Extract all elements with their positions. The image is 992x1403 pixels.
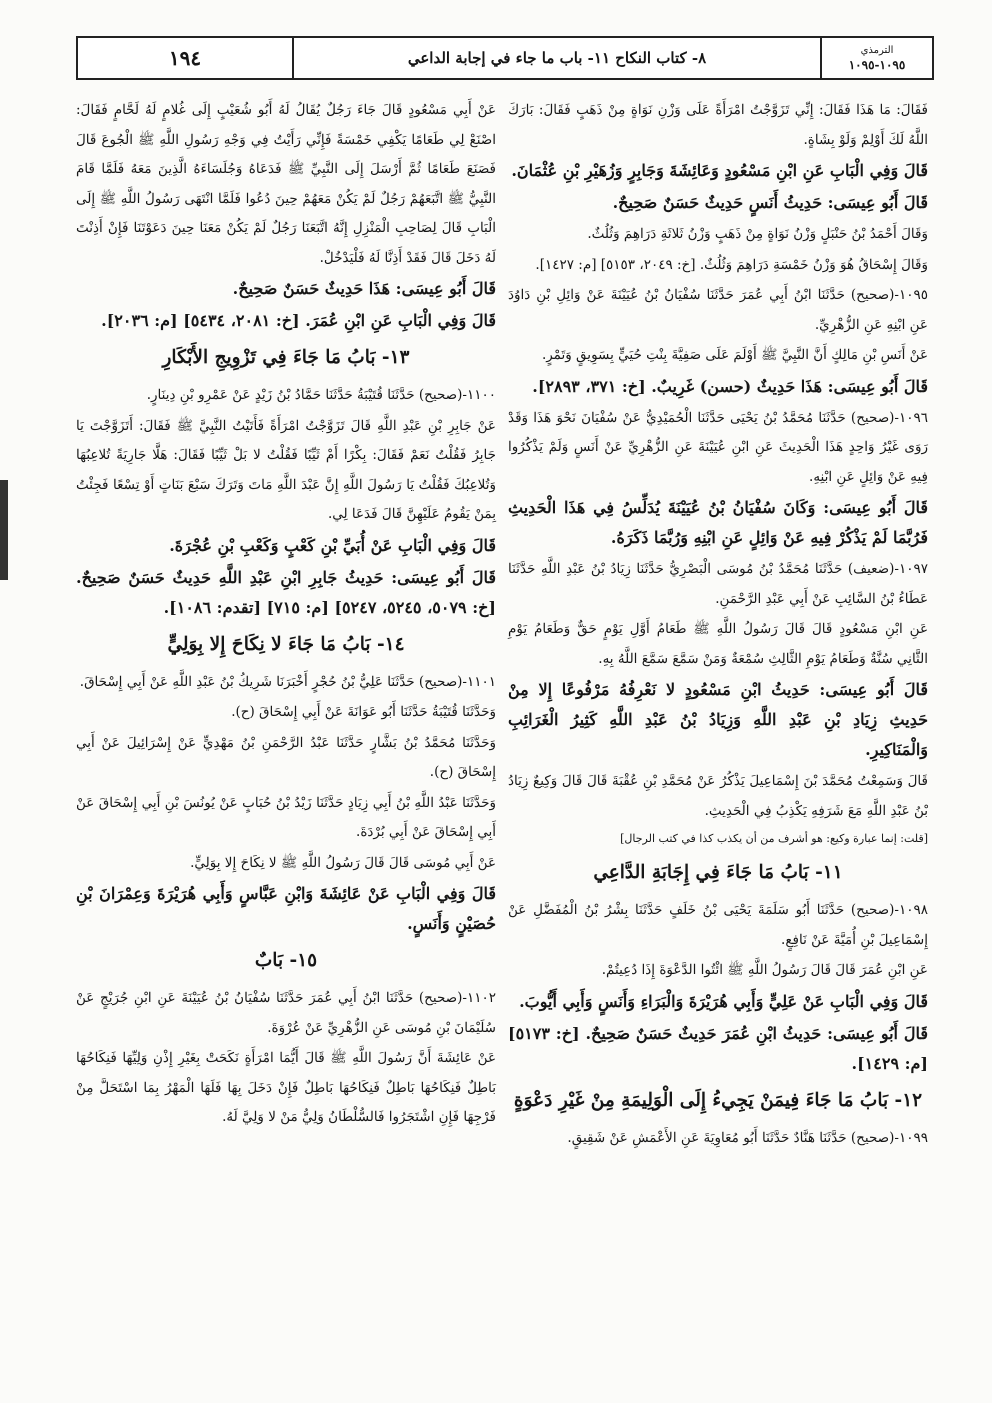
editor-note: [قلت: إنما عبارة وكيع: هو أشرف من أن يكذب كذا في كتب الرجال] [620, 832, 928, 845]
commentary-line: قَالَ أَبُو عِيسَى: حَدِيثُ ابْنِ مَسْعُودٍ لا نَعْرِفُهُ مَرْفُوعًا إِلا مِنْ حَدِيثِ زِيَادِ بْنِ عَبْدِ اللَّهِ وَزِيَادُ بْنُ عَبْدِ اللَّهِ كَثِيرُ الْغَرَائِبِ وَالْمَنَاكِيرِ. [508, 680, 928, 759]
commentary-line: قَالَ وَفِي الْبَابِ عَنْ عَائِشَةَ وَابْنِ عَبَّاسٍ وَأَبِي هُرَيْرَةَ وَعِمْرَانَ بْنِ حُصَيْنٍ وَأَنَسٍ. [76, 884, 496, 933]
page-edge-mark [0, 480, 8, 580]
commentary-line: قَالَ أَبُو عِيسَى: هَذَا حَدِيثٌ (حسن) غَرِيبٌ. [خ: ٣٧١، ٢٨٩٣]. [532, 376, 928, 396]
hadith-paragraph: وَقَالَ إِسْحَاقُ هُوَ وَزْنُ خَمْسَةِ دَرَاهِمَ وَثُلُثٌ. [خ: ٢٠٤٩، ٥١٥٣] [م: ١٤٢٧]. [535, 256, 928, 273]
commentary-line: قَالَ وَفِي الْبَابِ عَنْ أُبَيِّ بْنِ كَعْبٍ وَكَعْبِ بْنِ عُجْرَةَ. [169, 535, 496, 555]
left-column [76, 96, 496, 1134]
right-column [508, 96, 928, 1154]
commentary-line: قَالَ وَفِي الْبَابِ عَنِ ابْنِ عُمَرَ. [خ: ٢٠٨١، ٥٤٣٤] [م: ٢٠٣٦]. [101, 311, 496, 330]
hadith-paragraph: ١٠٩٩-(صحيح) حَدَّثَنَا هَنَّادٌ حَدَّثَنَا أَبُو مُعَاوِيَةَ عَنِ الأَعْمَشِ عَنْ شَقِيقٍ. [567, 1129, 928, 1146]
commentary-line: قَالَ وَفِي الْبَابِ عَنِ ابْنِ مَسْعُودٍ وَعَائِشَةَ وَجَابِرٍ وَزُهَيْرِ بْنِ عُثْمَانَ. [511, 161, 928, 180]
chapter-heading: ١١- بَابُ مَا جَاءَ فِي إِجَابَةِ الدَّاعِي [593, 862, 843, 883]
hadith-paragraph: وَحَدَّثَنَا مُحَمَّدُ بْنُ بَشَّارٍ حَدَّثَنَا عَبْدُ الرَّحْمَنِ بْنُ مَهْدِيٍّ عَنْ إِسْرَائِيلَ عَنْ أَبِي إِسْحَاقَ (ح). [76, 734, 496, 780]
hadith-paragraph: عَنِ ابْنِ مَسْعُودٍ قَالَ قَالَ رَسُولُ اللَّهِ ﷺ طَعَامُ أَوَّلِ يَوْمٍ حَقٌّ وَطَعَامُ يَوْمِ الثَّانِي سُنَّةٌ وَطَعَامُ يَوْمِ الثَّالِثِ سُمْعَةٌ وَمَنْ سَمَّعَ سَمَّعَ اللَّهُ بِهِ. [508, 621, 928, 667]
chapter-heading: ١٥- بَابٌ [254, 950, 318, 971]
chapter-heading: ١٤- بَابُ مَا جَاءَ لا نِكَاحَ إِلا بِوَلِيٍّ [167, 633, 405, 655]
hadith-paragraph: وَحَدَّثَنَا عَبْدُ اللَّهِ بْنُ أَبِي زِيَادٍ حَدَّثَنَا زَيْدُ بْنُ حُبَابٍ عَنْ يُونُسَ بْنِ أَبِي إِسْحَاقَ عَنْ أَبِي إِسْحَاقَ عَنْ أَبِي بُرْدَةَ. [76, 794, 496, 840]
chapter-heading: ١٣- بَابُ مَا جَاءَ فِي تَزْوِيجِ الأَبْكَارِ [162, 347, 410, 368]
hadith-paragraph: ١٠٩٨-(صحيح) حَدَّثَنَا أَبُو سَلَمَةَ يَحْيَى بْنُ خَلَفٍ حَدَّثَنَا بِشْرُ بْنُ الْمُفَضَّلِ عَنْ إِسْمَاعِيلَ بْنِ أُمَيَّةَ عَنْ نَافِعٍ. [508, 902, 928, 948]
hadith-paragraph: عَنْ أَبِي مَسْعُودٍ قَالَ جَاءَ رَجُلٌ يُقَالُ لَهُ أَبُو شُعَيْبٍ إِلَى غُلامٍ لَهُ لَحَّامٍ فَقَالَ: اصْنَعْ لِي طَعَامًا يَكْفِي خَمْسَةً فَإِنِّي رَأَيْتُ فِي وَجْهِ رَسُولِ اللَّهِ ﷺ الْجُوعَ قَالَ فَصَنَعَ طَعَامًا ثُمَّ أَرْسَلَ إِلَى النَّبِيِّ ﷺ فَدَعَاهُ وَجُلَسَاءَهُ الَّذِينَ مَعَهُ فَلَمَّا قَامَ النَّبِيُّ ﷺ اتَّبَعَهُمْ رَجُلٌ لَمْ يَكُنْ مَعَهُمْ حِينَ دُعُوا فَلَمَّا انْتَهَى رَسُولُ اللَّهِ ﷺ إِلَى الْبَابِ قَالَ لِصَاحِبِ الْمَنْزِلِ إِنَّهُ اتَّبَعَنَا رَجُلٌ لَمْ يَكُنْ مَعَنَا حِينَ دَعَوْتَنَا فَإِنْ أَذِنْتَ لَهُ دَخَلَ قَالَ فَقَدْ أَذِنَّا لَهُ فَلْيَدْخُلْ. [76, 102, 496, 266]
hadith-range: ١٠٩٥-١٠٩٥ [848, 58, 906, 72]
commentary-line: قَالَ أَبُو عِيسَى: هَذَا حَدِيثٌ حَسَنٌ صَحِيحٌ. [232, 279, 496, 298]
hadith-paragraph: ١٠٩٥-(صحيح) حَدَّثَنَا ابْنُ أَبِي عُمَرَ حَدَّثَنَا سُفْيَانُ بْنُ عُيَيْنَةَ عَنْ وَائِلِ بْنِ دَاوُدَ عَنِ ابْنِهِ عَنِ الزُّهْرِيِّ. [508, 287, 928, 333]
hadith-paragraph: فَقَالَ: مَا هَذَا فَقَالَ: إِنِّي تَزَوَّجْتُ امْرَأَةً عَلَى وَزْنِ نَوَاةٍ مِنْ ذَهَبٍ فَقَالَ: بَارَكَ اللَّهُ لَكَ أَوْلِمْ وَلَوْ بِشَاةٍ. [508, 102, 928, 148]
hadith-paragraph: ١٠٩٧-(ضعيف) حَدَّثَنَا مُحَمَّدُ بْنُ مُوسَى الْبَصْرِيُّ حَدَّثَنَا زِيَادُ بْنُ عَبْدِ اللَّهِ حَدَّثَنَا عَطَاءُ بْنُ السَّائِبِ عَنْ أَبِي عَبْدِ الرَّحْمَنِ. [508, 561, 928, 607]
hadith-paragraph: ١١٠١-(صحيح) حَدَّثَنَا عَلِيُّ بْنُ حُجْرٍ أَخْبَرَنَا شَرِيكُ بْنُ عَبْدِ اللَّهِ عَنْ أَبِي إِسْحَاقَ. [79, 673, 496, 690]
commentary-line: قَالَ وَفِي الْبَابِ عَنْ عَلِيٍّ وَأَبِي هُرَيْرَةَ وَالْبَرَاءِ وَأَنَسٍ وَأَبِي أَيُّوبَ. [519, 991, 928, 1011]
book-label [822, 38, 932, 78]
hadith-paragraph: ١١٠٢-(صحيح) حَدَّثَنَا ابْنُ أَبِي عُمَرَ حَدَّثَنَا سُفْيَانُ بْنُ عُيَيْنَةَ عَنِ ابْنِ جُرَيْجٍ عَنْ سُلَيْمَانَ بْنِ مُوسَى عَنِ الزُّهْرِيِّ عَنْ عُرْوَةَ. [76, 990, 496, 1036]
hadith-paragraph: وَحَدَّثَنَا قُتَيْبَةُ حَدَّثَنَا أَبُو عَوَانَةَ عَنْ أَبِي إِسْحَاقَ (ح). [231, 704, 496, 720]
chapter-title: ٨- كتاب النكاح ١١- باب ما جاء في إجابة الداعي [294, 38, 822, 78]
hadith-paragraph: عَنْ أَبِي مُوسَى قَالَ قَالَ رَسُولُ اللَّهِ ﷺ لا نِكَاحَ إِلا بِوَلِيٍّ. [190, 854, 496, 871]
commentary-line: قَالَ أَبُو عِيسَى: حَدِيثُ أَنَسٍ حَدِيثٌ حَسَنٌ صَحِيحٌ. [612, 193, 928, 212]
chapter-heading: ١٢- بَابُ مَا جَاءَ فِيمَنْ يَجِيءُ إِلَى الْوَلِيمَةِ مِنْ غَيْرِ دَعْوَةٍ [513, 1089, 923, 1111]
hadith-paragraph: وَقَالَ أَحْمَدُ بْنُ حَنْبَلٍ وَزْنُ نَوَاةٍ مِنْ ذَهَبٍ وَزْنُ ثَلاثَةِ دَرَاهِمَ وَثُلُثٌ. [587, 226, 928, 242]
hadith-paragraph: ١٠٩٦-(صحيح) حَدَّثَنَا مُحَمَّدُ بْنُ يَحْيَى حَدَّثَنَا الْحُمَيْدِيُّ عَنْ سُفْيَانَ نَحْوَ هَذَا وَقَدْ رَوَى غَيْرُ وَاحِدٍ هَذَا الْحَدِيثَ عَنِ ابْنِ عُيَيْنَةَ عَنِ الزُّهْرِيِّ عَنْ أَنَسٍ وَلَمْ يَذْكُرُوا فِيهِ عَنْ وَائِلٍ عَنِ ابْنِهِ. [508, 409, 928, 485]
commentary-line: قَالَ أَبُو عِيسَى: حَدِيثُ جَابِرِ ابْنِ عَبْدِ اللَّهِ حَدِيثٌ حَسَنٌ صَحِيحٌ. [خ: ٥٠٧٩، ٥٢٤٥، ٥٢٤٧] [م: ٧١٥] [تقدم: ١٠٨٦]. [76, 567, 496, 617]
hadith-paragraph: ١١٠٠-(صحيح) حَدَّثَنَا قُتَيْبَةُ حَدَّثَنَا حَمَّادُ بْنُ زَيْدٍ عَنْ عَمْرِو بْنِ دِينَارٍ. [146, 387, 496, 403]
book-name: الترمذي [860, 45, 894, 56]
hadith-paragraph: عَنْ أَنَسِ بْنِ مَالِكٍ أَنَّ النَّبِيَّ ﷺ أَوْلَمَ عَلَى صَفِيَّةَ بِنْتِ حُيَيٍّ بِسَوِيقٍ وَتَمْرٍ. [541, 347, 928, 363]
commentary-line: قَالَ أَبُو عِيسَى: حَدِيثُ ابْنِ عُمَرَ حَدِيثٌ حَسَنٌ صَحِيحٌ. [خ: ٥١٧٣] [م: ١٤٢٩]. [508, 1023, 928, 1073]
page-number: ١٩٤ [78, 38, 294, 78]
hadith-paragraph: قَالَ وَسَمِعْتُ مُحَمَّدَ بْنَ إِسْمَاعِيلَ يَذْكُرُ عَنْ مُحَمَّدِ بْنِ عُقْبَةَ قَالَ قَالَ وَكِيعٌ زِيَادُ بْنُ عَبْدِ اللَّهِ مَعَ شَرَفِهِ يَكْذِبُ فِي الْحَدِيثِ. [508, 773, 928, 819]
hadith-paragraph: عَنْ عَائِشَةَ أَنَّ رَسُولَ اللَّهِ ﷺ قَالَ أَيُّمَا امْرَأَةٍ نَكَحَتْ بِغَيْرِ إِذْنِ وَلِيِّهَا فَنِكَاحُهَا بَاطِلٌ فَنِكَاحُهَا بَاطِلٌ فَنِكَاحُهَا بَاطِلٌ فَإِنْ دَخَلَ بِهَا فَلَهَا الْمَهْرُ بِمَا اسْتَحَلَّ مِنْ فَرْجِهَا فَإِنِ اشْتَجَرُوا فَالسُّلْطَانُ وَلِيُّ مَنْ لا وَلِيَّ لَهُ. [76, 1050, 496, 1125]
commentary-line: قَالَ أَبُو عِيسَى: وَكَانَ سُفْيَانُ بْنُ عُيَيْنَةَ يُدَلِّسُ فِي هَذَا الْحَدِيثِ فَرُبَّمَا لَمْ يَذْكُرْ فِيهِ عَنْ وَائِلٍ عَنِ ابْنِهِ وَرُبَّمَا ذَكَرَهُ. [508, 498, 928, 547]
page-header [76, 36, 934, 80]
hadith-paragraph: عَنْ جَابِرِ بْنِ عَبْدِ اللَّهِ قَالَ تَزَوَّجْتُ امْرَأَةً فَأَتَيْتُ النَّبِيَّ ﷺ فَقَالَ: أَتَزَوَّجْتَ يَا جَابِرُ فَقُلْتُ نَعَمْ فَقَالَ: بِكْرًا أَمْ ثَيِّبًا فَقُلْتُ لا بَلْ ثَيِّبًا فَقَالَ: هَلَّا جَارِيَةً تُلاعِبُهَا وَتُلاعِبُكَ فَقُلْتُ يَا رَسُولَ اللَّهِ إِنَّ عَبْدَ اللَّهِ مَاتَ وَتَرَكَ سَبْعَ بَنَاتٍ أَوْ تِسْعًا فَجِئْتُ بِمَنْ يَقُومُ عَلَيْهِنَّ قَالَ فَدَعَا لِي. [76, 417, 496, 522]
hadith-paragraph: عَنِ ابْنِ عُمَرَ قَالَ قَالَ رَسُولُ اللَّهِ ﷺ ائْتُوا الدَّعْوَةَ إِذَا دُعِيتُمْ. [601, 962, 928, 978]
